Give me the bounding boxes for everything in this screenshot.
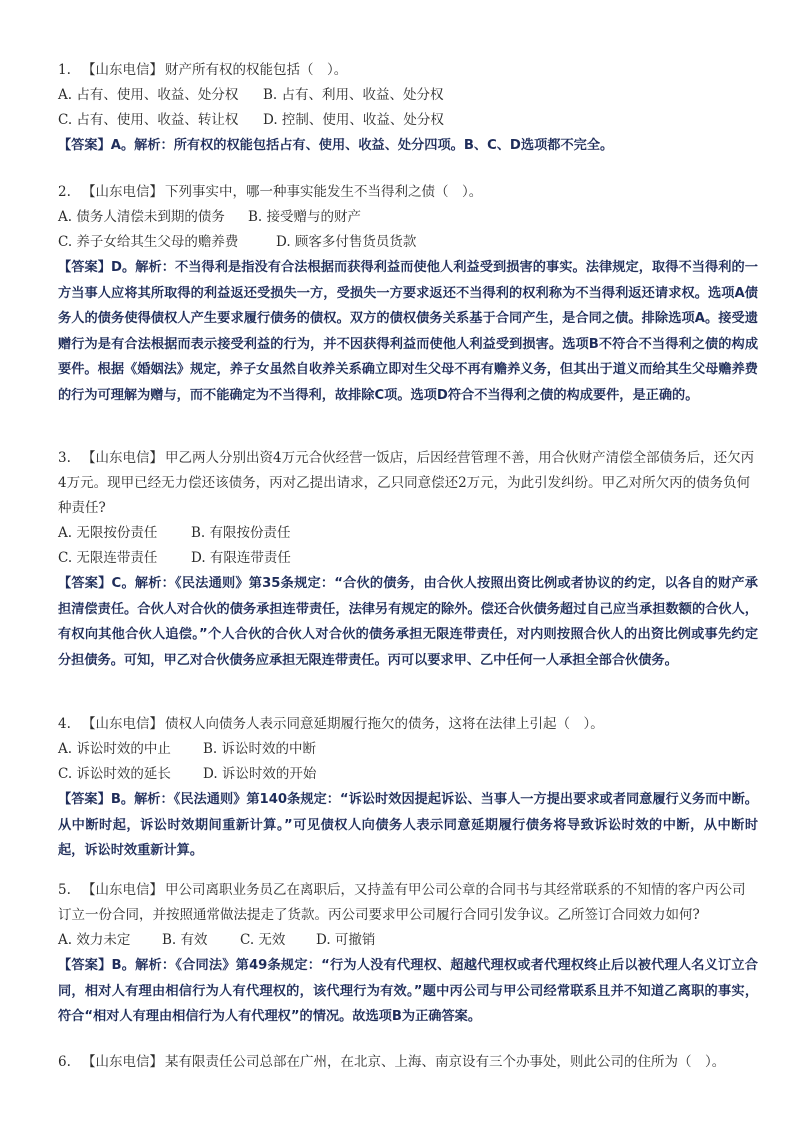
option-row — [58, 205, 758, 230]
source-tag: 【山东电信】 — [82, 62, 163, 78]
question-text: 甲乙两人分别出资4万元合伙经营一饭店，后因经营管理不善，用合伙财产清偿全部债务后，还欠丙4万元。现甲已经无力偿还该债务，丙对乙提出请求，乙只同意偿还2万元，为此引发纠纷。甲乙对所欠丙的债务负何种责任? — [58, 450, 755, 516]
source-tag: 【山东电信】 — [82, 450, 163, 466]
question-6 — [58, 1050, 758, 1075]
question-text: 财产所有权的权能包括（ ）。 — [165, 62, 348, 78]
source-tag: 【山东电信】 — [82, 184, 163, 200]
question-text: 甲公司离职业务员乙在离职后，又持盖有甲公司公章的合同书与其经常联系的不知情的客户丙公司订立一份合同，并按照通常做法提走了货款。丙公司要求甲公司履行合同引发争议。乙所签订合同效力如何? — [58, 882, 746, 923]
question-4 — [58, 712, 758, 864]
source-tag: 【山东电信】 — [82, 716, 163, 732]
option-b: B. 有限按份责任 — [191, 525, 291, 541]
option-row — [58, 521, 758, 546]
question-1 — [58, 58, 758, 159]
question-number: 4. — [58, 716, 71, 732]
option-a: A. 效力未定 — [58, 932, 131, 948]
option-c: C. 无限连带责任 — [58, 550, 158, 566]
question-5 — [58, 878, 758, 1030]
option-c: C. 占有、使用、收益、转让权 — [58, 112, 239, 128]
option-a: A. 债务人清偿未到期的债务 — [58, 209, 225, 225]
option-c: C. 养子女给其生父母的赡养费 — [58, 234, 239, 250]
option-row — [58, 108, 758, 133]
question-number: 3. — [58, 450, 71, 466]
answer-explanation: 【答案】A。解析：所有权的权能包括占有、使用、收益、处分四项。B、C、D选项都不完全。 — [58, 138, 614, 153]
source-tag: 【山东电信】 — [82, 1054, 163, 1070]
question-stem — [58, 180, 758, 205]
option-b: B. 接受赠与的财产 — [248, 209, 362, 225]
option-a: A. 占有、使用、收益、处分权 — [58, 87, 239, 103]
question-number: 5. — [58, 882, 71, 898]
question-2 — [58, 180, 758, 408]
question-text: 某有限责任公司总部在广州，在北京、上海、南京设有三个办事处，则此公司的住所为（ ）。 — [165, 1054, 726, 1070]
option-b: B. 诉讼时效的中断 — [203, 741, 317, 757]
option-a: A. 无限按份责任 — [58, 525, 158, 541]
option-d: D. 有限连带责任 — [191, 550, 291, 566]
option-row — [58, 546, 758, 571]
question-stem — [58, 878, 758, 928]
question-stem — [58, 446, 758, 521]
answer-explanation: 【答案】C。解析：《民法通则》第35条规定：“合伙的债务，由合伙人按照出资比例或者协议的约定，以各自的财产承担清偿责任。合伙人对合伙的债务承担连带责任，法律另有规定的除外。偿还合伙债务超过自己应当承担数额的合伙人，有权向其他合伙人追偿。”个人合伙的合伙人对合伙的债务承担无限连带责任，对内则按照合伙人的出资比例或事先约定分担债务。可知，甲乙对合伙债务应承担无限连带责任。丙可以要求甲、乙中任何一人承担全部合伙债务。 — [58, 576, 758, 668]
option-d: D. 可撤销 — [316, 932, 376, 948]
option-row — [58, 762, 758, 787]
option-row — [58, 737, 758, 762]
question-number: 2. — [58, 184, 71, 200]
option-d: D. 顾客多付售货员货款 — [276, 234, 417, 250]
question-number: 6. — [58, 1054, 71, 1070]
option-c: C. 无效 — [240, 932, 286, 948]
source-tag: 【山东电信】 — [82, 882, 163, 898]
answer-explanation: 【答案】B。解析：《合同法》第49条规定：“行为人没有代理权、超越代理权或者代理权终止后以被代理人名义订立合同，相对人有理由相信行为人有代理权的，该代理行为有效。”题中丙公司与甲公司经常联系且并不知道乙离职的事实，符合“相对人有理由相信行为人有代理权”的情况。故选项B为正确答案。 — [58, 958, 758, 1024]
option-a: A. 诉讼时效的中止 — [58, 741, 171, 757]
option-d: D. 诉讼时效的开始 — [203, 766, 317, 782]
answer-explanation: 【答案】B。解析：《民法通则》第140条规定：“诉讼时效因提起诉讼、当事人一方提出要求或者同意履行义务而中断。从中断时起，诉讼时效期间重新计算。”可见债权人向债务人表示同意延期履行债务将导致诉讼时效的中断，从中断时起，诉讼时效重新计算。 — [58, 792, 758, 858]
question-stem — [58, 58, 758, 83]
option-d: D. 控制、使用、收益、处分权 — [263, 112, 444, 128]
question-3 — [58, 446, 758, 673]
option-row — [58, 230, 758, 255]
option-row — [58, 928, 758, 953]
option-c: C. 诉讼时效的延长 — [58, 766, 171, 782]
option-row — [58, 83, 758, 108]
option-b: B. 占有、利用、收益、处分权 — [263, 87, 444, 103]
question-number: 1. — [58, 62, 71, 78]
option-b: B. 有效 — [162, 932, 208, 948]
answer-explanation: 【答案】D。解析：不当得利是指没有合法根据而获得利益而使他人利益受到损害的事实。法律规定，取得不当得利的一方当事人应将其所取得的利益返还受损失一方，受损失一方要求返还不当得利的权利称为不当得利返还请求权。选项A债务人的债务使得债权人产生要求履行债务的债权。双方的债权债务关系基于合同产生，是合同之债。排除选项A。接受遗赠行为是有合法根据而表示接受利益的行为，并不因获得利益而使他人利益受到损害。选项B不符合不当得利之债的构成要件。根据《婚姻法》规定，养子女虽然自收养关系确立即对生父母不再有赡养义务，但其出于道义而给其生父母赡养费的行为可理解为赠与，而不能确定为不当得利，故排除C项。选项D符合不当得利之债的构成要件，是正确的。 — [58, 260, 758, 403]
question-stem — [58, 712, 758, 737]
question-stem — [58, 1050, 758, 1075]
question-text: 下列事实中，哪一种事实能发生不当得利之债（ ）。 — [165, 184, 483, 200]
question-text: 债权人向债务人表示同意延期履行拖欠的债务，这将在法律上引起（ ）。 — [165, 716, 604, 732]
